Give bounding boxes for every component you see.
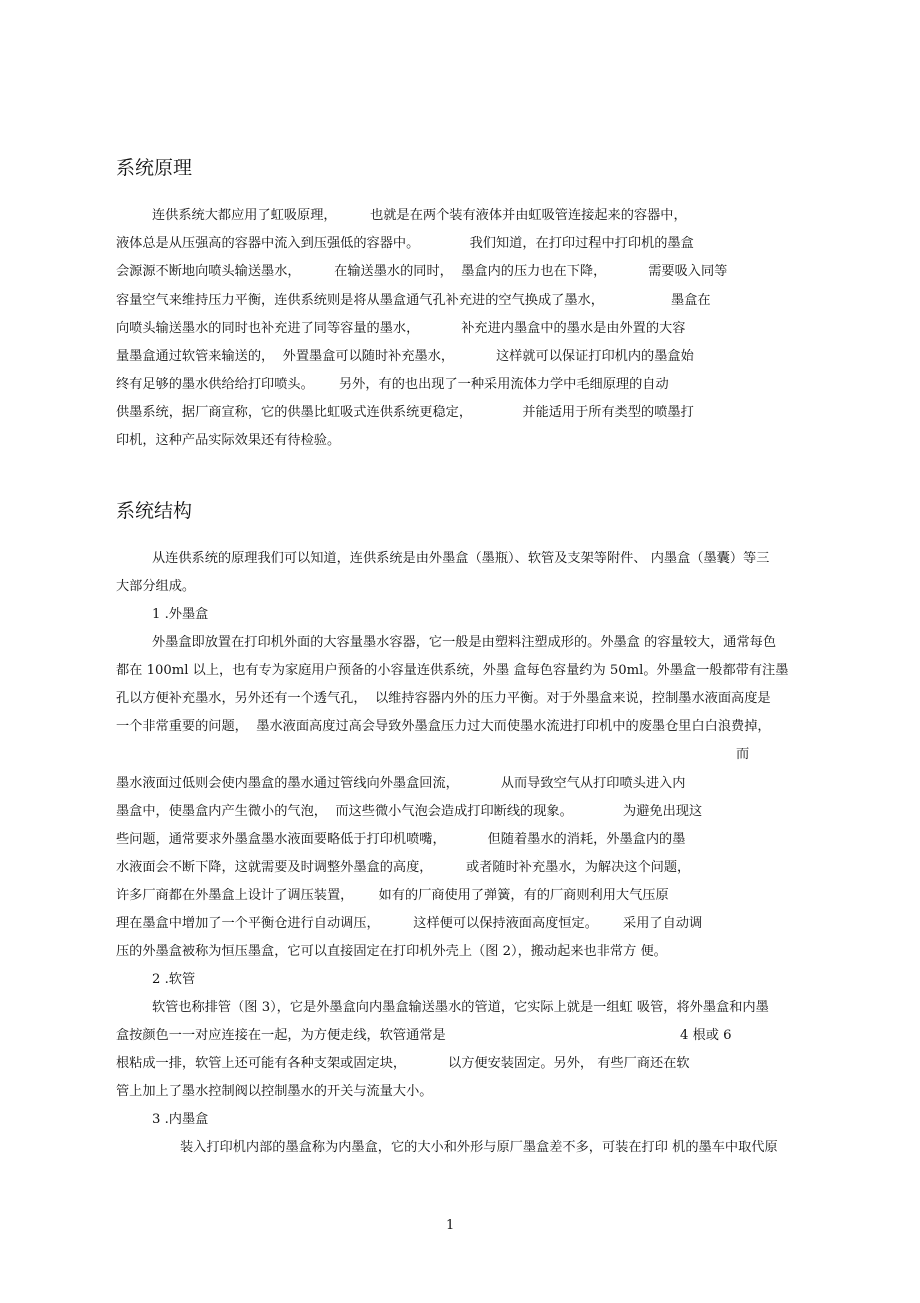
paragraph-line: 会源源不断地向喷头输送墨水， 在输送墨水的同时， 墨盒内的压力也在下降， 需要吸入同等	[116, 264, 728, 279]
paragraph-line: 量墨盒通过软管来输送的， 外置墨盒可以随时补充墨水， 这样就可以保证打印机内的墨盒始	[116, 349, 694, 364]
page-number: 1	[446, 1218, 455, 1233]
paragraph-line: 从连供系统的原理我们可以知道，连供系统是由外墨盒（墨瓶）、软管及支架等附件、 内墨盒（墨囊）等三	[152, 551, 770, 566]
paragraph-line: 都在 100ml 以上，也有专为家庭用户预备的小容量连供系统，外墨 盒每色容量约为 50ml。外墨盒一般都带有注墨	[116, 663, 789, 678]
heading-system-principle: 系统原理	[116, 157, 193, 179]
paragraph-line: 4 根或 6	[680, 1028, 732, 1043]
paragraph-line: 液体总是从压强高的容器中流入到压强低的容器中。 我们知道，在打印过程中打印机的墨盒	[116, 236, 694, 251]
paragraph-line: 印机，这种产品实际效果还有待检验。	[116, 433, 341, 448]
paragraph-line: 水液面会不断下降，这就需要及时调整外墨盒的高度， 或者随时补充墨水，为解决这个问题，	[116, 860, 691, 875]
paragraph-line: 装入打印机内部的墨盒称为内墨盒，它的大小和外形与原厂墨盒差不多，可装在打印 机的墨车中取代原	[180, 1140, 778, 1155]
paragraph-line: 供墨系统，据厂商宣称，它的供墨比虹吸式连供系统更稳定， 并能适用于所有类型的喷墨打	[116, 405, 694, 420]
paragraph-line: 墨盒中，使墨盒内产生微小的气泡， 而这些微小气泡会造成打印断线的现象。 为避免出现这	[116, 804, 703, 819]
paragraph-line: 墨水液面过低则会使内墨盒的墨水通过管线向外墨盒回流， 从而导致空气从打印喷头进入内	[116, 776, 686, 791]
subheading-tube: 2 .软管	[152, 972, 196, 987]
paragraph-line: 一个非常重要的问题， 墨水液面高度过高会导致外墨盒压力过大而使墨水流进打印机中的废墨仓里白白浪费掉，	[116, 719, 771, 734]
heading-system-structure: 系统结构	[116, 500, 193, 522]
paragraph-line: 理在墨盒中增加了一个平衡仓进行自动调压， 这样便可以保持液面高度恒定。 采用了自动调	[116, 916, 703, 931]
subheading-outer-cartridge: 1 .外墨盒	[152, 607, 209, 622]
paragraph-line: 终有足够的墨水供给给打印喷头。 另外，有的也出现了一种采用流体力学中毛细原理的自动	[116, 377, 669, 392]
paragraph-line: 孔以方便补充墨水，另外还有一个透气孔， 以维持容器内外的压力平衡。对于外墨盒来说，控制墨水液面高度是	[116, 691, 771, 706]
paragraph-line: 盒按颜色一一对应连接在一起，为方便走线，软管通常是	[116, 1028, 446, 1043]
paragraph-line: 大部分组成。	[116, 579, 196, 594]
paragraph-line: 些问题，通常要求外墨盒墨水液面要略低于打印机喷嘴， 但随着墨水的消耗，外墨盒内的墨	[116, 832, 686, 847]
paragraph-line: 根粘成一排，软管上还可能有各种支架或固定块， 以方便安装固定。另外， 有些厂商还在软	[116, 1056, 690, 1071]
paragraph-line: 容量空气来维持压力平衡，连供系统则是将从墨盒通气孔补充进的空气换成了墨水， 墨盒在	[116, 293, 711, 308]
paragraph-line: 管上加上了墨水控制阀以控制墨水的开关与流量大小。	[116, 1084, 433, 1099]
paragraph-line: 向喷头输送墨水的同时也补充进了同等容量的墨水， 补充进内墨盒中的墨水是由外置的大容	[116, 321, 686, 336]
paragraph-line: 许多厂商都在外墨盒上设计了调压装置， 如有的厂商使用了弹簧，有的厂商则利用大气压原	[116, 888, 669, 903]
paragraph-line: 连供系统大都应用了虹吸原理， 也就是在两个装有液体并由虹吸管连接起来的容器中，	[152, 208, 687, 223]
paragraph-line: 压的外墨盒被称为恒压墨盒，它可以直接固定在打印机外壳上（图 2），搬动起来也非常方 便。	[116, 944, 667, 959]
subheading-inner-cartridge: 3 .内墨盒	[152, 1112, 209, 1127]
paragraph-line: 外墨盒即放置在打印机外面的大容量墨水容器，它一般是由塑料注塑成形的。外墨盒 的容量较大，通常每色	[152, 635, 777, 650]
paragraph-line: 软管也称排管（图 3），它是外墨盒向内墨盒输送墨水的管道，它实际上就是一组虹 吸管，将外墨盒和内墨	[152, 1000, 769, 1015]
paragraph-line: 而	[736, 747, 750, 762]
